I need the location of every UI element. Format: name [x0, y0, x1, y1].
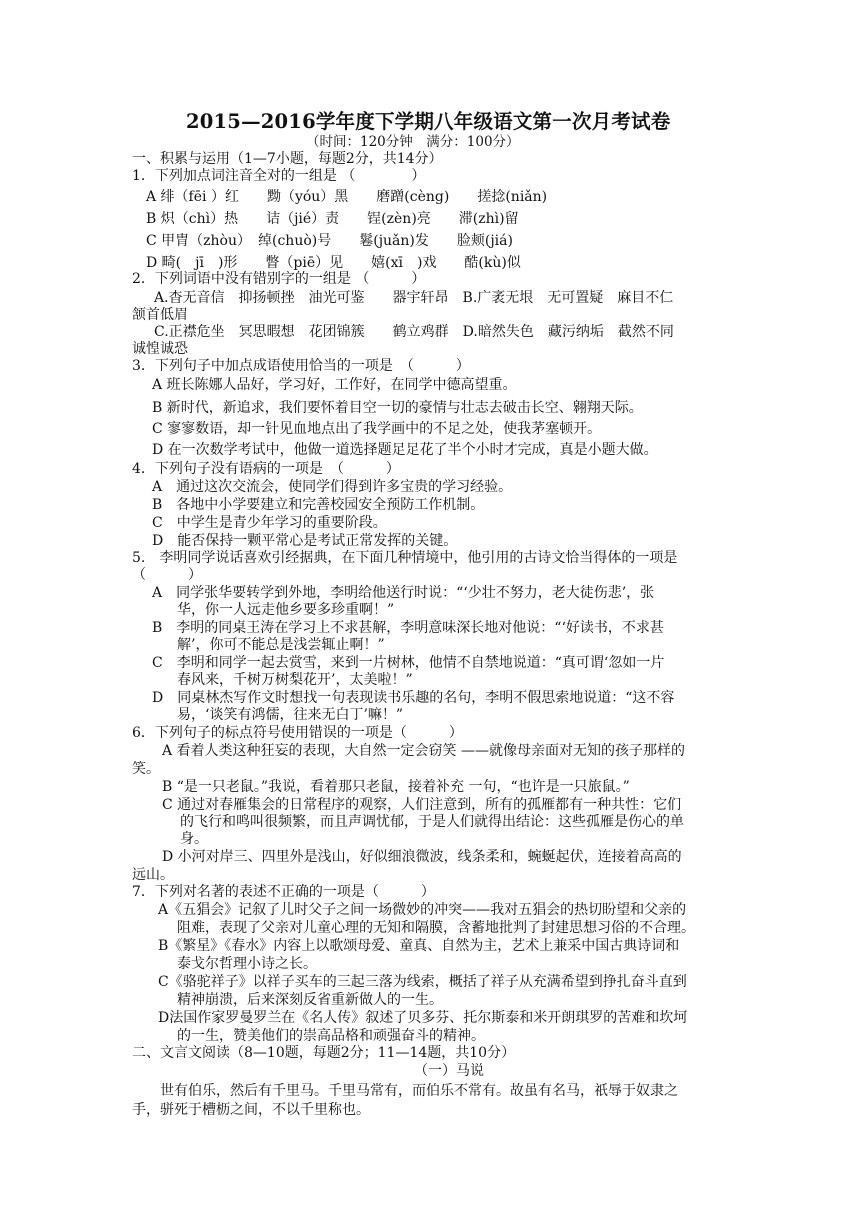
question-stem: 2．下列词语中没有错别字的一组是 （ ） [132, 271, 426, 287]
option-line: C《骆驼祥子》以祥子买车的三起三落为线索，概括了祥子从充满希望到挣扎奋斗直到 [158, 974, 687, 990]
passage-line: 手，骈死于槽枥之间，不以千里称也。 [132, 1102, 370, 1118]
option-line: A《五猖会》记叙了儿时父子之间一场微妙的冲突——我对五猖会的热切盼望和父亲的 [158, 902, 687, 918]
option-line: C 中学生是青少年学习的重要阶段。 [152, 515, 387, 531]
option-line: B 新时代，新追求，我们要怀着目空一切的豪情与壮志去破击长空、翱翔天际。 [152, 400, 643, 416]
option-line: 精神崩溃，后来深刻反省重新做人的一生。 [177, 992, 443, 1008]
option-line: C 甲胄（zhòu） 绰(chuò)号 鬈(juǎn)发 脸颊(jiá) [146, 233, 513, 249]
option-line: B《繁星》《春水》内容上以歌颂母爱、童真、自然为主，艺术上兼采中国古典诗词和 [158, 938, 680, 954]
option-line: 诚惶诚恐 [132, 341, 188, 357]
option-line: 阻难，表现了父亲对儿童心理的无知和隔膜，含蓄地批判了封建思想习俗的不合理。 [177, 920, 695, 936]
option-line: 的飞行和鸣叫很频繁，而且声调忧郁，于是人们就得出结论：这些孤雁是伤心的单 [180, 814, 684, 830]
option-line: B 各地中小学要建立和完善校园安全预防工作机制。 [152, 497, 485, 513]
option-line: 笑。 [132, 761, 160, 777]
option-line: 春风来，千树万树梨花开’，太美啦！” [177, 672, 413, 688]
option-line: A 同学张华要转学到外地，李明给他送行时说：“‘少壮不努力，老大徒伤悲’，张 [152, 585, 655, 601]
option-line: 解’，你可不能总是浅尝辄止啊！” [177, 637, 385, 653]
section-heading: 一、积累与运用（1—7小题，每题2分，共14分） [132, 151, 443, 167]
question-stem: （ ） [132, 567, 202, 583]
option-line: D 畸( jī )形 瞥（piē）见 嬉(xī )戏 酷(kù)似 [146, 255, 521, 271]
question-stem: 6．下列句子的标点符号使用错误的一项是（ ） [132, 725, 463, 741]
question-stem: 7．下列对名著的表述不正确的一项是（ ） [132, 884, 435, 900]
passage-line: 世有伯乐，然后有千里马。千里马常有，而伯乐不常有。故虽有名马，祇辱于奴隶之 [160, 1083, 678, 1099]
option-line: B 炽（chì）热 诘（jié）责 锃(zèn)亮 滞(zhì)留 [146, 211, 519, 227]
passage-heading: （一）马说 [414, 1063, 484, 1079]
option-line: D 小河对岸三、四里外是浅山，好似细浪微波，线条柔和，蜿蜒起伏，连接着高高的 [162, 849, 682, 865]
option-line: A.杳无音信 抑扬顿挫 油光可鉴 器宇轩昂 B.广袤无垠 无可置疑 麻目不仁 [154, 290, 674, 306]
option-line: D 能否保持一颗平常心是考试正常发挥的关键。 [152, 533, 458, 549]
option-line: B 李明的同桌王涛在学习上不求甚解，李明意味深长地对他说：“‘好读书，不求甚 [152, 620, 664, 636]
option-line: A 班长陈娜人品好，学习好，工作好，在同学中德高望重。 [152, 377, 517, 393]
option-line: D 在一次数学考试中，他做一道选择题足足花了半个小时才完成，真是小题大做。 [152, 442, 658, 458]
question-stem: 1．下列加点词注音全对的一组是 （ ） [132, 168, 426, 184]
option-line: 身。 [180, 831, 208, 847]
option-line: C 通过对春雁集会的日常程序的观察，人们注意到，所有的孤雁都有一种共性：它们 [162, 797, 682, 813]
exam-subtitle: （时间：120分钟 满分：100分） [306, 134, 520, 150]
option-line: D 同桌林杰写作文时想找一句表现读书乐趣的名句，李明不假思索地说道：“这不容 [152, 690, 675, 706]
option-line: B “是一只老鼠。”我说，看着那只老鼠，接着补充 一句，“也许是一只旅鼠。” [162, 779, 630, 795]
option-line: D法国作家罗曼罗兰在《名人传》叙述了贝多芬、托尔斯泰和米开朗琪罗的苦难和坎坷 [158, 1010, 688, 1026]
section-heading: 二、文言文阅读（8—10题，每题2分；11—14题，共10分） [132, 1045, 516, 1061]
option-line: 泰戈尔哲理小诗之长。 [177, 956, 317, 972]
option-line: C.正襟危坐 冥思暇想 花团锦簇 鹤立鸡群 D.暗然失色 藏污纳垢 截然不同 [154, 324, 674, 340]
exam-title: 2015—2016学年度下学期八年级语文第一次月考试卷 [186, 110, 671, 133]
option-line: A 看着人类这种狂妄的表现，大自然一定会窃笑 ——就像母亲面对无知的孩子那样的 [162, 743, 686, 759]
option-line: A 通过这次交流会，使同学们得到许多宝贵的学习经验。 [152, 479, 513, 495]
option-line: 易，‘谈笑有鸿儒，往来无白丁’嘛！” [177, 707, 404, 723]
question-stem: 3．下列句子中加点成语使用恰当的一项是 （ ） [132, 358, 470, 374]
option-line: C 寥寥数语，却一针见血地点出了我学画中的不足之处，使我茅塞顿开。 [152, 421, 602, 437]
option-line: C 李明和同学一起去赏雪，来到一片树林，他情不自禁地说道：“真可谓‘忽如一片 [152, 655, 665, 671]
option-line: 华，你一人远走他乡要多珍重啊！” [177, 602, 395, 618]
question-stem: 5. 李明同学说话喜欢引经据典，在下面几种情境中，他引用的古诗文恰当得体的一项是 [132, 550, 678, 566]
option-line: 的一生，赞美他们的崇高品格和顽强奋斗的精神。 [177, 1028, 485, 1044]
option-line: 颔首低眉 [132, 307, 188, 323]
option-line: A 绯（fēi ）红 黝（yóu）黑 磨蹭(cèng) 搓捻(niǎn) [146, 189, 548, 205]
question-stem: 4．下列句子没有语病的一项是 （ ） [132, 461, 400, 477]
option-line: 远山。 [132, 867, 174, 883]
